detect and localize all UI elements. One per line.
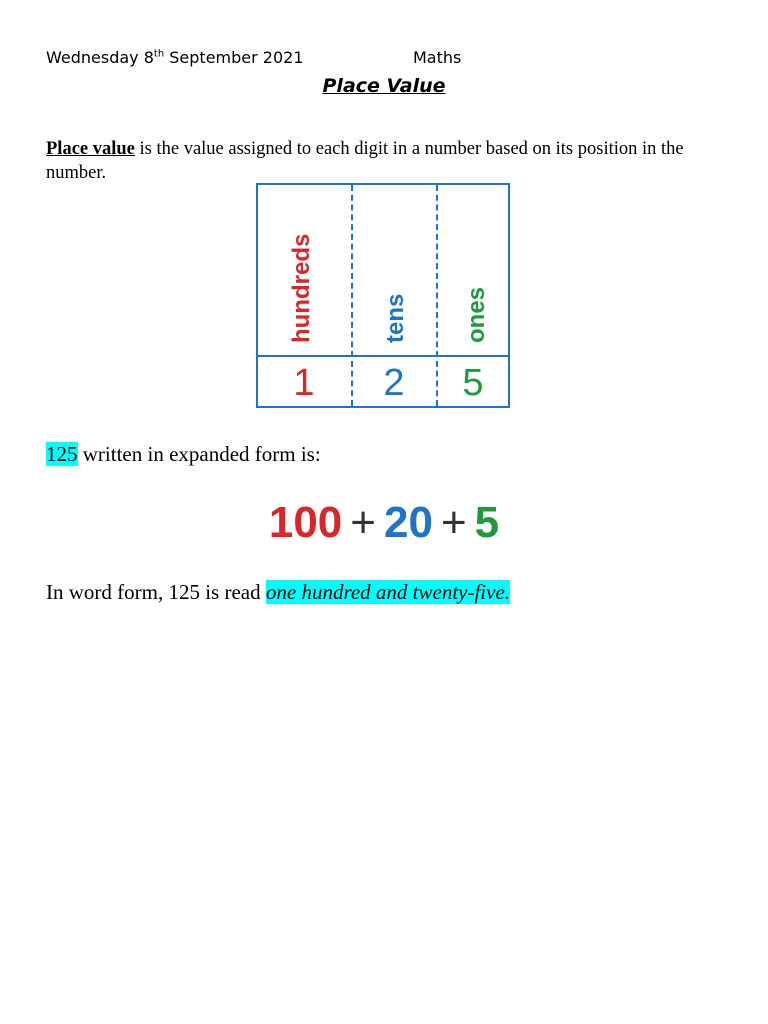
- definition-text: is the value assigned to each digit in a number based on its position in the number.: [46, 139, 684, 183]
- expanded-tens: 20: [383, 498, 433, 547]
- column-label-tens: tens: [382, 293, 409, 343]
- word-form-highlight: one hundred and twenty-five.: [265, 580, 511, 604]
- digit-hundreds: 1: [293, 362, 315, 404]
- digit-tens: 2: [383, 362, 405, 404]
- column-label-hundreds: hundreds: [288, 233, 315, 343]
- date-line: Wednesday 8th September 2021: [46, 48, 304, 67]
- place-value-table: [256, 183, 510, 408]
- table-divider: [258, 355, 508, 357]
- plus-sign: +: [350, 498, 376, 547]
- plus-sign: +: [440, 498, 467, 547]
- subject-label: Maths: [413, 48, 462, 67]
- expanded-form-expression: [0, 498, 768, 548]
- column-label-ones: ones: [463, 286, 490, 343]
- expanded-hundreds: 100: [268, 498, 343, 547]
- word-form-sentence: In word form, 125 is read one hundred and twenty-five.: [46, 580, 511, 604]
- expanded-ones: 5: [474, 498, 500, 547]
- expanded-form-sentence: 125 written in expanded form is:: [46, 442, 321, 466]
- page-title: Place Value: [322, 75, 446, 97]
- definition-paragraph: [46, 137, 728, 185]
- highlighted-number: 125: [46, 442, 78, 466]
- date-ordinal: th: [153, 48, 165, 60]
- definition-term: Place value: [46, 139, 135, 159]
- digit-ones: 5: [462, 362, 484, 404]
